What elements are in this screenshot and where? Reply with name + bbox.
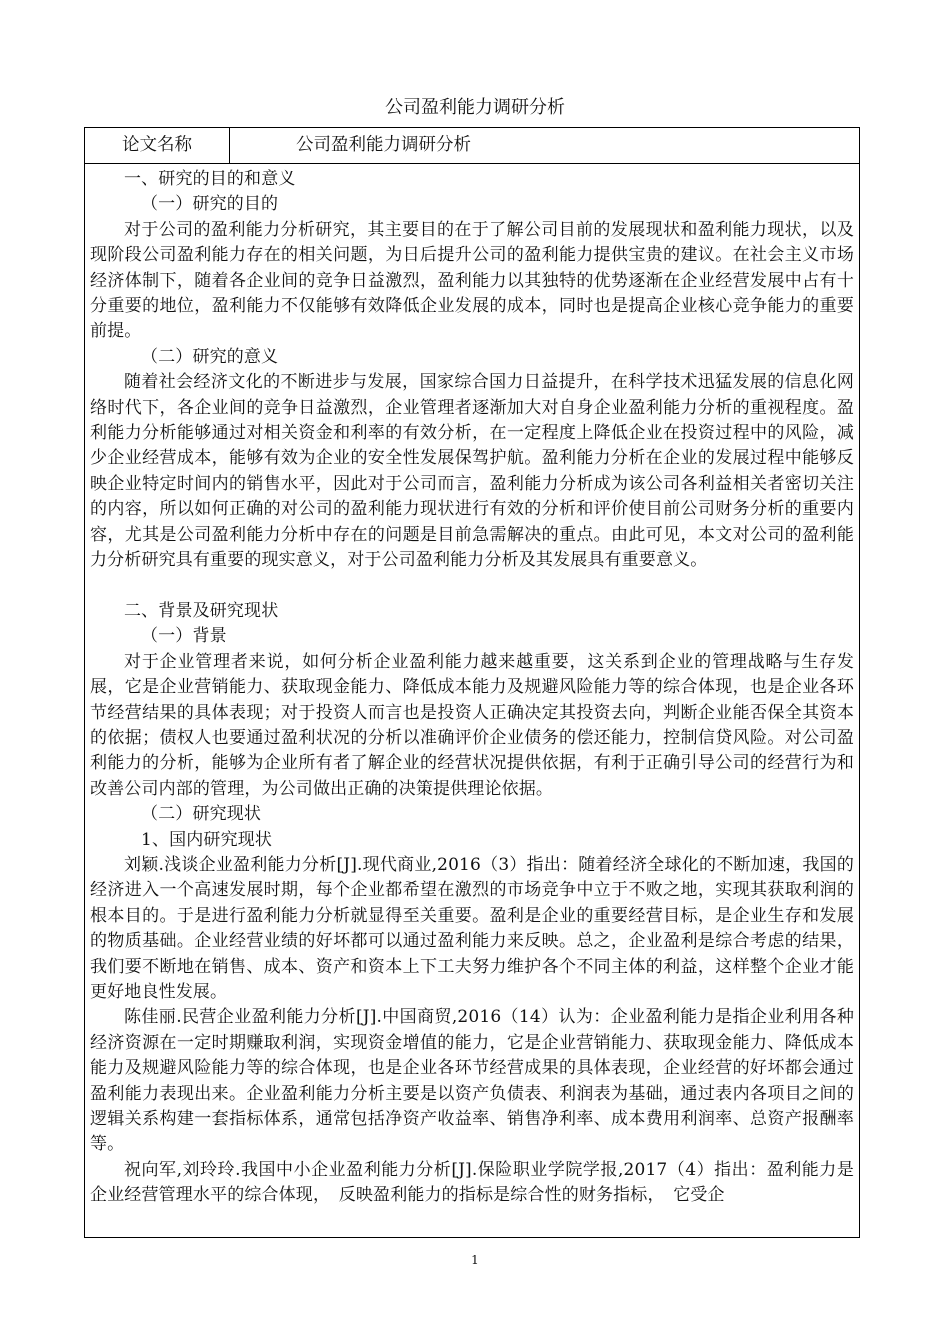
subsection-heading: 1、国内研究现状 — [141, 829, 273, 850]
page-number: 1 — [471, 1253, 479, 1267]
section-heading: 二、背景及研究现状 — [124, 600, 279, 621]
subsection-heading: （一）背景 — [141, 626, 227, 647]
paragraph: 对于企业管理者来说，如何分析企业盈利能力越来越重要，这关系到企业的管理战略与生存发展，它是企业营销能力、获取现金能力、降低成本能力及规避风险能力等的综合体现，也是企业各环节经营结果的具体表现；对于投资人而言也是投资人正确决定其投资去向，判断企业能否保全其资本的依据；债权人也要通过盈利状况的分析以准确评价企业债务的偿还能力，控制信贷风险。对公司盈利能力的分析，能够为企业所有者了解企业的经营状况提供依据，有利于正确引导公司的经营行为和改善公司内部的管理，为公司做出正确的决策提供理论依据。 — [90, 651, 854, 799]
paragraph: 随着社会经济文化的不断进步与发展，国家综合国力日益提升，在科学技术迅猛发展的信息化网络时代下，各企业间的竞争日益激烈，企业管理者逐渐加大对自身企业盈利能力分析的重视程度。盈利能力分析能够通过对相关资金和利率的有效分析，在一定程度上降低企业在投资过程中的风险，减少企业经营成本，能够有效为企业的安全性发展保驾护航。盈利能力分析在企业的发展过程中能够反映企业特定时间内的销售水平，因此对于公司而言，盈利能力分析成为该公司各利益相关者密切关注的内容，所以如何正确的对公司的盈利能力现状进行有效的分析和评价使目前公司财务分析的重要内容，尤其是公司盈利能力分析中存在的问题是目前急需解决的重点。由此可见，本文对公司的盈利能力分析研究具有重要的现实意义，对于公司盈利能力分析及其发展具有重要意义。 — [90, 372, 854, 571]
thesis-body — [85, 164, 859, 1209]
thesis-table — [84, 127, 860, 1238]
thesis-name-row — [85, 128, 859, 164]
document-title: 公司盈利能力调研分析 — [385, 97, 565, 118]
paragraph: 祝向军,刘玲玲.我国中小企业盈利能力分析[J].保险职业学院学报,2017（4）指出：盈利能力是企业经营管理水平的综合体现， 反映盈利能力的指标是综合性的财务指标， 它受企 — [90, 1159, 854, 1206]
subsection-heading: （一）研究的目的 — [141, 194, 279, 215]
thesis-name-label: 论文名称 — [85, 128, 230, 163]
thesis-name-value: 公司盈利能力调研分析 — [296, 135, 471, 155]
paragraph: 刘颖.浅谈企业盈利能力分析[J].现代商业,2016（3）指出：随着经济全球化的不断加速，我国的经济进入一个高速发展时期，每个企业都希望在激烈的市场竞争中立于不败之地，实现其获取利润的根本目的。于是进行盈利能力分析就显得至关重要。盈利是企业的重要经营目标，是企业生存和发展的物质基础。企业经营业绩的好坏都可以通过盈利能力来反映。总之，企业盈利是综合考虑的结果，我们要不断地在销售、成本、资产和资本上下工夫努力维护各个不同主体的利益，这样整个企业才能更好地良性发展。 — [90, 854, 854, 1002]
paragraph: 对于公司的盈利能力分析研究，其主要目的在于了解公司目前的发展现状和盈利能力现状，以及现阶段公司盈利能力存在的相关问题，为日后提升公司的盈利能力提供宝贵的建议。在社会主义市场经济体制下，随着各企业间的竞争日益激烈，盈利能力以其独特的优势逐渐在企业经营发展中占有十分重要的地位，盈利能力不仅能够有效降低企业发展的成本，同时也是提高企业核心竞争能力的重要前提。 — [90, 219, 854, 342]
section-heading: 一、研究的目的和意义 — [124, 169, 296, 189]
subsection-heading: （二）研究现状 — [141, 804, 262, 825]
paragraph: 陈佳丽.民营企业盈利能力分析[J].中国商贸,2016（14）认为：企业盈利能力是指企业利用各种经济资源在一定时期赚取利润，实现资金增值的能力，它是企业营销能力、获取现金能力、降低成本能力及规避风险能力等的综合体现，也是企业各环节经营成果的具体表现，企业经营的好坏都会通过盈利能力表现出来。企业盈利能力分析主要是以资产负债表、利润表为基础，通过表内各项目之间的逻辑关系构建一套指标体系，通常包括净资产收益率、销售净利率、成本费用利润率、总资产报酬率等。 — [90, 1007, 854, 1155]
blank-line — [90, 574, 854, 599]
subsection-heading: （二）研究的意义 — [141, 346, 279, 367]
